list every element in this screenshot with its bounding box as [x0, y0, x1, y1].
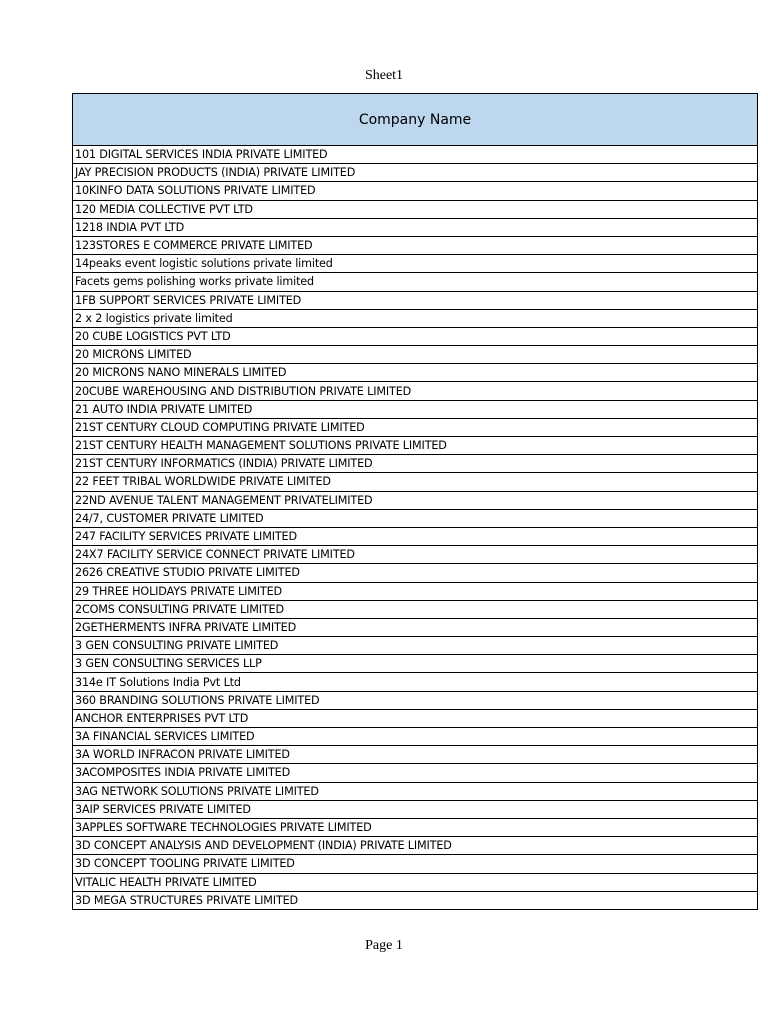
company-name-cell: 3 GEN CONSULTING SERVICES LLP	[73, 655, 758, 673]
company-name-cell: 20 MICRONS NANO MINERALS LIMITED	[73, 364, 758, 382]
table-row	[73, 527, 758, 545]
company-name-cell: 20 CUBE LOGISTICS PVT LTD	[73, 327, 758, 345]
table-row	[73, 164, 758, 182]
company-name-cell: 1218 INDIA PVT LTD	[73, 218, 758, 236]
table-row	[73, 728, 758, 746]
company-name-cell: 3APPLES SOFTWARE TECHNOLOGIES PRIVATE LIMITED	[73, 818, 758, 836]
table-row	[73, 546, 758, 564]
company-name-cell: 314e IT Solutions India Pvt Ltd	[73, 673, 758, 691]
table-row	[73, 346, 758, 364]
company-name-cell: 24/7, CUSTOMER PRIVATE LIMITED	[73, 509, 758, 527]
company-name-cell: Facets gems polishing works private limited	[73, 273, 758, 291]
company-name-cell: VITALIC HEALTH PRIVATE LIMITED	[73, 873, 758, 891]
company-name-cell: 2GETHERMENTS INFRA PRIVATE LIMITED	[73, 618, 758, 636]
table-row	[73, 327, 758, 345]
table-row	[73, 782, 758, 800]
company-name-cell: 14peaks event logistic solutions private limited	[73, 255, 758, 273]
table-row	[73, 764, 758, 782]
table-row	[73, 382, 758, 400]
table-row	[73, 437, 758, 455]
company-name-cell: 2COMS CONSULTING PRIVATE LIMITED	[73, 600, 758, 618]
table-row	[73, 509, 758, 527]
sheet-title: Sheet1	[364, 68, 404, 83]
table-row	[73, 800, 758, 818]
table-row	[73, 818, 758, 836]
table-row	[73, 582, 758, 600]
company-name-cell: 20CUBE WAREHOUSING AND DISTRIBUTION PRIVATE LIMITED	[73, 382, 758, 400]
company-name-cell: 3AG NETWORK SOLUTIONS PRIVATE LIMITED	[73, 782, 758, 800]
company-name-cell: 29 THREE HOLIDAYS PRIVATE LIMITED	[73, 582, 758, 600]
table-row	[73, 455, 758, 473]
table-row	[73, 200, 758, 218]
table-row	[73, 218, 758, 236]
company-name-cell: ANCHOR ENTERPRISES PVT LTD	[73, 709, 758, 727]
company-name-cell: 1FB SUPPORT SERVICES PRIVATE LIMITED	[73, 291, 758, 309]
table-row	[73, 673, 758, 691]
company-name-cell: 3D MEGA STRUCTURES PRIVATE LIMITED	[73, 891, 758, 909]
table-row	[73, 637, 758, 655]
table-row	[73, 837, 758, 855]
table-row	[73, 618, 758, 636]
company-name-cell: 3 GEN CONSULTING PRIVATE LIMITED	[73, 637, 758, 655]
table-row	[73, 309, 758, 327]
company-name-cell: 3AIP SERVICES PRIVATE LIMITED	[73, 800, 758, 818]
company-name-cell: 123STORES E COMMERCE PRIVATE LIMITED	[73, 236, 758, 254]
table-row	[73, 182, 758, 200]
table-row	[73, 709, 758, 727]
company-name-cell: 22 FEET TRIBAL WORLDWIDE PRIVATE LIMITED	[73, 473, 758, 491]
company-name-cell: 3ACOMPOSITES INDIA PRIVATE LIMITED	[73, 764, 758, 782]
table-row	[73, 655, 758, 673]
company-name-cell: 360 BRANDING SOLUTIONS PRIVATE LIMITED	[73, 691, 758, 709]
company-name-cell: 21ST CENTURY CLOUD COMPUTING PRIVATE LIMITED	[73, 418, 758, 436]
company-name-cell: 22ND AVENUE TALENT MANAGEMENT PRIVATELIMITED	[73, 491, 758, 509]
company-name-cell: 101 DIGITAL SERVICES INDIA PRIVATE LIMITED	[73, 146, 758, 164]
column-header-company-name: Company Name	[73, 94, 758, 146]
table-row	[73, 291, 758, 309]
table-row	[73, 855, 758, 873]
table-body	[73, 146, 758, 910]
table-row	[73, 873, 758, 891]
table-row	[73, 891, 758, 909]
table-row	[73, 600, 758, 618]
company-name-cell: 2 x 2 logistics private limited	[73, 309, 758, 327]
company-name-cell: 20 MICRONS LIMITED	[73, 346, 758, 364]
table-row	[73, 236, 758, 254]
table-row	[73, 746, 758, 764]
table-row	[73, 364, 758, 382]
table-row	[73, 273, 758, 291]
table-row	[73, 146, 758, 164]
table-row	[73, 400, 758, 418]
company-name-cell: JAY PRECISION PRODUCTS (INDIA) PRIVATE LIMITED	[73, 164, 758, 182]
company-name-cell: 21ST CENTURY HEALTH MANAGEMENT SOLUTIONS PRIVATE LIMITED	[73, 437, 758, 455]
table-row	[73, 255, 758, 273]
company-name-cell: 21ST CENTURY INFORMATICS (INDIA) PRIVATE LIMITED	[73, 455, 758, 473]
table-row	[73, 491, 758, 509]
table-row	[73, 691, 758, 709]
company-name-cell: 24X7 FACILITY SERVICE CONNECT PRIVATE LIMITED	[73, 546, 758, 564]
company-name-cell: 120 MEDIA COLLECTIVE PVT LTD	[73, 200, 758, 218]
company-name-cell: 3D CONCEPT ANALYSIS AND DEVELOPMENT (INDIA) PRIVATE LIMITED	[73, 837, 758, 855]
company-name-cell: 3A FINANCIAL SERVICES LIMITED	[73, 728, 758, 746]
company-table	[72, 93, 758, 910]
company-name-cell: 10KINFO DATA SOLUTIONS PRIVATE LIMITED	[73, 182, 758, 200]
company-name-cell: 2626 CREATIVE STUDIO PRIVATE LIMITED	[73, 564, 758, 582]
company-name-cell: 3A WORLD INFRACON PRIVATE LIMITED	[73, 746, 758, 764]
company-name-cell: 3D CONCEPT TOOLING PRIVATE LIMITED	[73, 855, 758, 873]
page-number: Page 1	[365, 938, 403, 953]
company-name-cell: 247 FACILITY SERVICES PRIVATE LIMITED	[73, 527, 758, 545]
table-row	[73, 418, 758, 436]
table-header-row	[73, 94, 758, 146]
table-row	[73, 564, 758, 582]
company-name-cell: 21 AUTO INDIA PRIVATE LIMITED	[73, 400, 758, 418]
table-row	[73, 473, 758, 491]
